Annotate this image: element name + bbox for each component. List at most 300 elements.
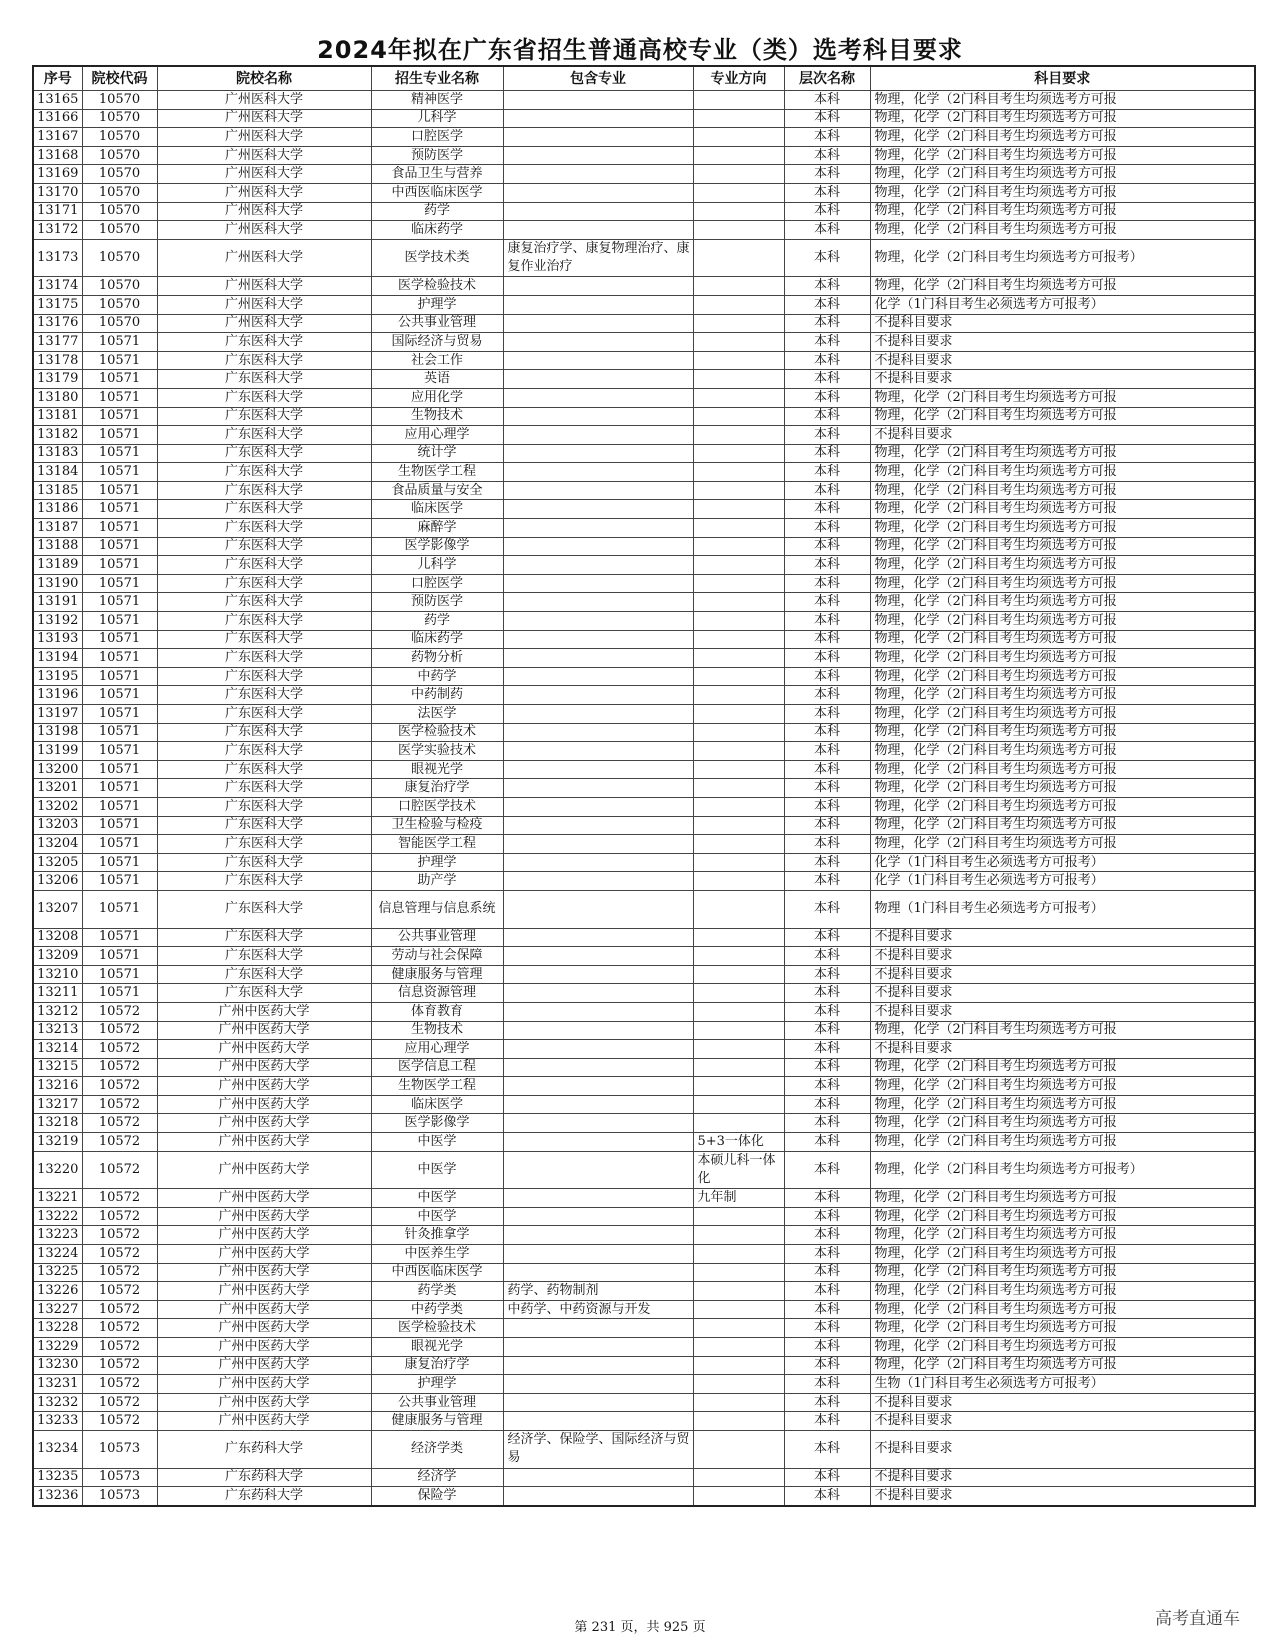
cell-major-name: 中药学 (371, 667, 503, 686)
cell-seq: 13181 (33, 407, 82, 426)
cell-direction (693, 593, 784, 612)
cell-school-code: 10570 (82, 183, 157, 202)
cell-school-name: 广东医科大学 (157, 407, 371, 426)
cell-school-code: 10571 (82, 742, 157, 761)
cell-included-majors (503, 1133, 693, 1152)
cell-school-code: 10571 (82, 947, 157, 966)
cell-direction (693, 202, 784, 221)
cell-direction (693, 407, 784, 426)
cell-school-code: 10572 (82, 1300, 157, 1319)
cell-school-name: 广州医科大学 (157, 146, 371, 165)
cell-level: 本科 (784, 574, 870, 593)
cell-direction (693, 239, 784, 277)
cell-school-name: 广东医科大学 (157, 872, 371, 891)
cell-seq: 13179 (33, 370, 82, 389)
cell-seq: 13216 (33, 1077, 82, 1096)
cell-direction (693, 1375, 784, 1394)
cell-level: 本科 (784, 1095, 870, 1114)
cell-direction (693, 183, 784, 202)
cell-major-name: 儿科学 (371, 109, 503, 128)
cell-school-code: 10572 (82, 1356, 157, 1375)
cell-subject-requirement: 物理，化学（2门科目考生均须选考方可报 (870, 574, 1255, 593)
header-subject-requirement: 科目要求 (870, 66, 1255, 91)
cell-major-name: 护理学 (371, 1375, 503, 1394)
cell-subject-requirement: 物理，化学（2门科目考生均须选考方可报 (870, 1189, 1255, 1208)
cell-level: 本科 (784, 612, 870, 631)
cell-subject-requirement: 物理，化学（2门科目考生均须选考方可报 (870, 183, 1255, 202)
table-row (33, 779, 1255, 798)
cell-seq: 13195 (33, 667, 82, 686)
cell-seq: 13186 (33, 500, 82, 519)
cell-subject-requirement: 物理，化学（2门科目考生均须选考方可报 (870, 742, 1255, 761)
cell-level: 本科 (784, 146, 870, 165)
cell-major-name: 生物医学工程 (371, 1077, 503, 1096)
table-row (33, 1263, 1255, 1282)
table-row (33, 1282, 1255, 1301)
cell-level: 本科 (784, 667, 870, 686)
cell-included-majors (503, 1151, 693, 1189)
table-row (33, 146, 1255, 165)
cell-school-code: 10570 (82, 239, 157, 277)
cell-included-majors (503, 1207, 693, 1226)
cell-seq: 13218 (33, 1114, 82, 1133)
requirements-table (32, 65, 1256, 1507)
cell-school-name: 广州中医药大学 (157, 1151, 371, 1189)
table-row (33, 239, 1255, 277)
cell-seq: 13176 (33, 314, 82, 333)
cell-included-majors (503, 165, 693, 184)
cell-school-name: 广东医科大学 (157, 853, 371, 872)
cell-direction (693, 221, 784, 240)
cell-level: 本科 (784, 890, 870, 928)
cell-school-code: 10571 (82, 984, 157, 1003)
cell-included-majors (503, 1338, 693, 1357)
cell-seq: 13205 (33, 853, 82, 872)
cell-subject-requirement: 物理，化学（2门科目考生均须选考方可报 (870, 277, 1255, 296)
table-row (33, 1207, 1255, 1226)
cell-major-name: 药学 (371, 202, 503, 221)
cell-school-code: 10570 (82, 128, 157, 147)
table-row (33, 649, 1255, 668)
cell-direction (693, 779, 784, 798)
cell-major-name: 中西医临床医学 (371, 1263, 503, 1282)
cell-school-name: 广东医科大学 (157, 984, 371, 1003)
cell-direction (693, 481, 784, 500)
cell-school-name: 广州医科大学 (157, 165, 371, 184)
cell-seq: 13236 (33, 1487, 82, 1506)
cell-direction (693, 128, 784, 147)
cell-subject-requirement: 不提科目要求 (870, 984, 1255, 1003)
cell-school-name: 广东医科大学 (157, 519, 371, 538)
cell-direction (693, 947, 784, 966)
cell-direction (693, 1207, 784, 1226)
table-row (33, 760, 1255, 779)
cell-level: 本科 (784, 165, 870, 184)
cell-direction (693, 1393, 784, 1412)
cell-seq: 13192 (33, 612, 82, 631)
header-major-name: 招生专业名称 (371, 66, 503, 91)
cell-seq: 13201 (33, 779, 82, 798)
cell-school-code: 10571 (82, 333, 157, 352)
cell-school-code: 10572 (82, 1095, 157, 1114)
cell-level: 本科 (784, 314, 870, 333)
cell-major-name: 生物技术 (371, 1021, 503, 1040)
cell-seq: 13190 (33, 574, 82, 593)
cell-direction (693, 705, 784, 724)
cell-included-majors (503, 835, 693, 854)
cell-level: 本科 (784, 835, 870, 854)
cell-major-name: 临床医学 (371, 1095, 503, 1114)
cell-included-majors (503, 128, 693, 147)
table-row (33, 1338, 1255, 1357)
cell-included-majors (503, 351, 693, 370)
cell-included-majors (503, 221, 693, 240)
cell-school-code: 10572 (82, 1338, 157, 1357)
cell-school-code: 10571 (82, 872, 157, 891)
cell-school-code: 10572 (82, 1077, 157, 1096)
cell-school-code: 10571 (82, 797, 157, 816)
table-row (33, 1077, 1255, 1096)
cell-direction (693, 370, 784, 389)
cell-subject-requirement: 物理，化学（2门科目考生均须选考方可报 (870, 1114, 1255, 1133)
cell-school-code: 10572 (82, 1058, 157, 1077)
cell-major-name: 医学实验技术 (371, 742, 503, 761)
cell-included-majors (503, 91, 693, 110)
cell-school-code: 10571 (82, 537, 157, 556)
cell-included-majors (503, 965, 693, 984)
cell-direction (693, 1114, 784, 1133)
cell-school-code: 10573 (82, 1468, 157, 1487)
cell-subject-requirement: 不提科目要求 (870, 965, 1255, 984)
cell-school-code: 10571 (82, 686, 157, 705)
cell-major-name: 中药制药 (371, 686, 503, 705)
cell-level: 本科 (784, 1189, 870, 1208)
table-row (33, 388, 1255, 407)
cell-school-name: 广东医科大学 (157, 686, 371, 705)
cell-included-majors: 药学、药物制剂 (503, 1282, 693, 1301)
cell-included-majors (503, 1021, 693, 1040)
cell-direction (693, 146, 784, 165)
cell-included-majors (503, 463, 693, 482)
cell-direction (693, 165, 784, 184)
cell-included-majors (503, 1263, 693, 1282)
cell-school-code: 10571 (82, 500, 157, 519)
cell-seq: 13212 (33, 1002, 82, 1021)
table-row (33, 1468, 1255, 1487)
cell-direction: 本硕儿科一体化 (693, 1151, 784, 1189)
cell-school-name: 广东药科大学 (157, 1430, 371, 1468)
cell-included-majors: 中药学、中药资源与开发 (503, 1300, 693, 1319)
cell-major-name: 信息资源管理 (371, 984, 503, 1003)
table-row (33, 1058, 1255, 1077)
cell-subject-requirement: 物理，化学（2门科目考生均须选考方可报 (870, 1263, 1255, 1282)
cell-included-majors (503, 388, 693, 407)
cell-major-name: 国际经济与贸易 (371, 333, 503, 352)
cell-major-name: 预防医学 (371, 593, 503, 612)
cell-school-code: 10573 (82, 1430, 157, 1468)
header-school-name: 院校名称 (157, 66, 371, 91)
cell-seq: 13185 (33, 481, 82, 500)
table-row (33, 481, 1255, 500)
table-row (33, 1040, 1255, 1059)
cell-school-code: 10571 (82, 556, 157, 575)
cell-included-majors (503, 444, 693, 463)
cell-seq: 13229 (33, 1338, 82, 1357)
cell-direction (693, 965, 784, 984)
cell-major-name: 经济学类 (371, 1430, 503, 1468)
cell-direction (693, 872, 784, 891)
cell-school-name: 广东药科大学 (157, 1487, 371, 1506)
cell-subject-requirement: 物理，化学（2门科目考生均须选考方可报 (870, 1207, 1255, 1226)
cell-school-code: 10572 (82, 1151, 157, 1189)
cell-seq: 13170 (33, 183, 82, 202)
cell-included-majors (503, 649, 693, 668)
cell-included-majors (503, 1468, 693, 1487)
header-included-majors: 包含专业 (503, 66, 693, 91)
header-level: 层次名称 (784, 66, 870, 91)
table-row (33, 742, 1255, 761)
cell-major-name: 儿科学 (371, 556, 503, 575)
cell-seq: 13220 (33, 1151, 82, 1189)
cell-included-majors (503, 890, 693, 928)
table-row (33, 890, 1255, 928)
cell-school-code: 10571 (82, 760, 157, 779)
cell-school-name: 广东医科大学 (157, 965, 371, 984)
cell-school-name: 广州中医药大学 (157, 1245, 371, 1264)
cell-direction (693, 1412, 784, 1431)
cell-school-code: 10573 (82, 1487, 157, 1506)
cell-school-name: 广东医科大学 (157, 481, 371, 500)
cell-level: 本科 (784, 1412, 870, 1431)
cell-direction (693, 1487, 784, 1506)
cell-school-name: 广东药科大学 (157, 1468, 371, 1487)
cell-school-code: 10571 (82, 463, 157, 482)
cell-seq: 13232 (33, 1393, 82, 1412)
cell-school-code: 10571 (82, 835, 157, 854)
cell-level: 本科 (784, 407, 870, 426)
cell-school-code: 10572 (82, 1021, 157, 1040)
table-row (33, 835, 1255, 854)
cell-major-name: 中医学 (371, 1189, 503, 1208)
cell-major-name: 社会工作 (371, 351, 503, 370)
cell-subject-requirement: 物理，化学（2门科目考生均须选考方可报 (870, 1058, 1255, 1077)
table-row (33, 872, 1255, 891)
cell-seq: 13226 (33, 1282, 82, 1301)
cell-major-name: 精神医学 (371, 91, 503, 110)
cell-school-name: 广东医科大学 (157, 444, 371, 463)
cell-seq: 13210 (33, 965, 82, 984)
cell-school-code: 10572 (82, 1040, 157, 1059)
cell-school-code: 10571 (82, 407, 157, 426)
table-row (33, 221, 1255, 240)
cell-level: 本科 (784, 370, 870, 389)
table-row (33, 1375, 1255, 1394)
table-row (33, 705, 1255, 724)
cell-level: 本科 (784, 1040, 870, 1059)
cell-school-code: 10571 (82, 723, 157, 742)
cell-school-code: 10571 (82, 965, 157, 984)
cell-included-majors (503, 612, 693, 631)
cell-school-name: 广东医科大学 (157, 463, 371, 482)
cell-seq: 13223 (33, 1226, 82, 1245)
cell-school-code: 10571 (82, 481, 157, 500)
cell-school-name: 广东医科大学 (157, 835, 371, 854)
cell-major-name: 眼视光学 (371, 760, 503, 779)
cell-level: 本科 (784, 1300, 870, 1319)
cell-major-name: 保险学 (371, 1487, 503, 1506)
cell-seq: 13169 (33, 165, 82, 184)
cell-seq: 13168 (33, 146, 82, 165)
cell-subject-requirement: 物理，化学（2门科目考生均须选考方可报 (870, 779, 1255, 798)
cell-school-code: 10571 (82, 705, 157, 724)
cell-direction: 九年制 (693, 1189, 784, 1208)
cell-level: 本科 (784, 1338, 870, 1357)
cell-included-majors (503, 1245, 693, 1264)
cell-level: 本科 (784, 1393, 870, 1412)
cell-school-code: 10571 (82, 816, 157, 835)
table-row (33, 928, 1255, 947)
cell-major-name: 应用心理学 (371, 1040, 503, 1059)
cell-subject-requirement: 物理，化学（2门科目考生均须选考方可报 (870, 463, 1255, 482)
cell-direction (693, 463, 784, 482)
cell-school-name: 广东医科大学 (157, 816, 371, 835)
cell-direction (693, 630, 784, 649)
cell-seq: 13196 (33, 686, 82, 705)
cell-major-name: 生物医学工程 (371, 463, 503, 482)
cell-major-name: 眼视光学 (371, 1338, 503, 1357)
cell-major-name: 健康服务与管理 (371, 965, 503, 984)
cell-major-name: 助产学 (371, 872, 503, 891)
cell-included-majors (503, 705, 693, 724)
cell-major-name: 健康服务与管理 (371, 1412, 503, 1431)
cell-seq: 13214 (33, 1040, 82, 1059)
cell-seq: 13199 (33, 742, 82, 761)
cell-seq: 13187 (33, 519, 82, 538)
cell-major-name: 麻醉学 (371, 519, 503, 538)
cell-seq: 13165 (33, 91, 82, 110)
cell-subject-requirement: 物理，化学（2门科目考生均须选考方可报 (870, 1226, 1255, 1245)
cell-subject-requirement: 物理，化学（2门科目考生均须选考方可报 (870, 407, 1255, 426)
cell-major-name: 中医学 (371, 1207, 503, 1226)
cell-included-majors (503, 183, 693, 202)
cell-subject-requirement: 不提科目要求 (870, 1002, 1255, 1021)
table-row (33, 853, 1255, 872)
cell-seq: 13204 (33, 835, 82, 854)
cell-level: 本科 (784, 686, 870, 705)
cell-included-majors (503, 630, 693, 649)
cell-level: 本科 (784, 1245, 870, 1264)
table-row (33, 984, 1255, 1003)
cell-school-code: 10570 (82, 202, 157, 221)
cell-major-name: 中医学 (371, 1133, 503, 1152)
cell-included-majors: 经济学、保险学、国际经济与贸易 (503, 1430, 693, 1468)
cell-school-code: 10571 (82, 370, 157, 389)
cell-school-code: 10572 (82, 1133, 157, 1152)
cell-direction: 5+3一体化 (693, 1133, 784, 1152)
header-seq: 序号 (33, 66, 82, 91)
cell-school-code: 10572 (82, 1189, 157, 1208)
cell-level: 本科 (784, 705, 870, 724)
cell-seq: 13177 (33, 333, 82, 352)
cell-school-code: 10571 (82, 444, 157, 463)
cell-school-name: 广东医科大学 (157, 760, 371, 779)
cell-school-name: 广州医科大学 (157, 277, 371, 296)
cell-school-name: 广东医科大学 (157, 890, 371, 928)
cell-seq: 13203 (33, 816, 82, 835)
table-row (33, 407, 1255, 426)
cell-school-code: 10572 (82, 1263, 157, 1282)
cell-included-majors (503, 816, 693, 835)
table-row (33, 1430, 1255, 1468)
cell-level: 本科 (784, 1058, 870, 1077)
cell-included-majors (503, 109, 693, 128)
cell-direction (693, 1095, 784, 1114)
cell-direction (693, 649, 784, 668)
cell-school-name: 广州中医药大学 (157, 1058, 371, 1077)
cell-school-name: 广东医科大学 (157, 351, 371, 370)
cell-subject-requirement: 不提科目要求 (870, 1412, 1255, 1431)
cell-school-name: 广州医科大学 (157, 239, 371, 277)
cell-subject-requirement: 物理，化学（2门科目考生均须选考方可报 (870, 760, 1255, 779)
cell-included-majors (503, 1077, 693, 1096)
cell-seq: 13182 (33, 426, 82, 445)
cell-school-name: 广州医科大学 (157, 128, 371, 147)
cell-included-majors (503, 667, 693, 686)
table-row (33, 351, 1255, 370)
cell-direction (693, 1058, 784, 1077)
cell-level: 本科 (784, 1151, 870, 1189)
cell-direction (693, 890, 784, 928)
cell-seq: 13219 (33, 1133, 82, 1152)
cell-major-name: 护理学 (371, 295, 503, 314)
cell-seq: 13197 (33, 705, 82, 724)
cell-included-majors (503, 519, 693, 538)
cell-included-majors (503, 481, 693, 500)
table-row (33, 1189, 1255, 1208)
cell-school-code: 10572 (82, 1226, 157, 1245)
cell-included-majors (503, 1058, 693, 1077)
cell-included-majors (503, 1002, 693, 1021)
cell-major-name: 医学检验技术 (371, 723, 503, 742)
cell-school-code: 10571 (82, 519, 157, 538)
cell-school-name: 广州中医药大学 (157, 1207, 371, 1226)
cell-school-name: 广东医科大学 (157, 500, 371, 519)
cell-subject-requirement: 物理，化学（2门科目考生均须选考方可报 (870, 1300, 1255, 1319)
cell-subject-requirement: 不提科目要求 (870, 1468, 1255, 1487)
cell-school-name: 广东医科大学 (157, 742, 371, 761)
table-row (33, 574, 1255, 593)
cell-school-code: 10571 (82, 351, 157, 370)
cell-school-name: 广州中医药大学 (157, 1263, 371, 1282)
cell-direction (693, 1245, 784, 1264)
cell-direction (693, 835, 784, 854)
table-row (33, 463, 1255, 482)
cell-major-name: 卫生检验与检疫 (371, 816, 503, 835)
cell-subject-requirement: 物理，化学（2门科目考生均须选考方可报 (870, 109, 1255, 128)
cell-included-majors (503, 984, 693, 1003)
cell-seq: 13184 (33, 463, 82, 482)
table-row (33, 426, 1255, 445)
cell-subject-requirement: 不提科目要求 (870, 1393, 1255, 1412)
cell-school-name: 广州中医药大学 (157, 1226, 371, 1245)
cell-seq: 13235 (33, 1468, 82, 1487)
cell-school-code: 10571 (82, 853, 157, 872)
cell-level: 本科 (784, 1077, 870, 1096)
cell-level: 本科 (784, 760, 870, 779)
cell-school-code: 10572 (82, 1114, 157, 1133)
cell-included-majors (503, 1487, 693, 1506)
cell-level: 本科 (784, 630, 870, 649)
